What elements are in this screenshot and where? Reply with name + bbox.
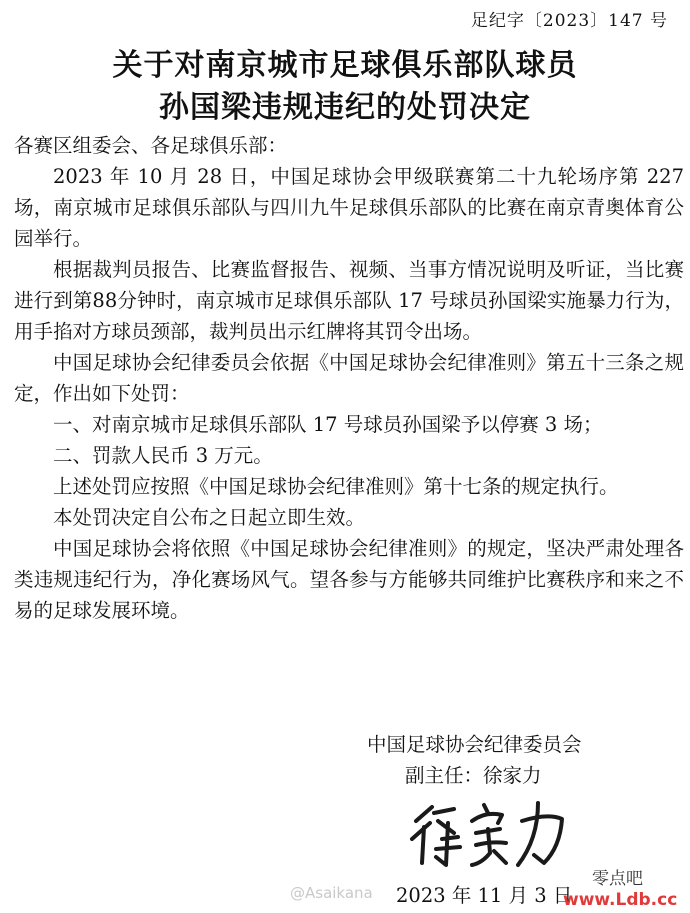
document-body: [14, 130, 684, 626]
paragraph-basis: 中国足球协会纪律委员会依据《中国足球协会纪律准则》第五十三条之规定，作出如下处罚：: [14, 351, 684, 405]
paragraph-match-info: 2023 年 10 月 28 日，中国足球协会甲级联赛第二十九轮场序第 227 场，南京城市足球俱乐部队与四川九牛足球俱乐部队的比赛在南京青奥体育公园举行。: [14, 165, 684, 250]
signer-organization: 中国足球协会纪律委员会: [367, 733, 582, 756]
document-number: 足纪字〔2023〕147 号: [470, 11, 668, 31]
document-title-line-1: 关于对南京城市足球俱乐部队球员: [112, 48, 578, 83]
paragraph-effective: 本处罚决定自公布之日起立即生效。: [53, 506, 366, 529]
paragraph-closing: 中国足球协会将依照《中国足球协会纪律准则》的规定，坚决严肃处理各类违规违纪行为，净化赛场风气。望各参与方能够共同维护比赛秩序和来之不易的足球发展环境。: [14, 537, 684, 622]
weibo-watermark: @Asaikana: [290, 884, 373, 902]
paragraph-incident: 根据裁判员报告、比赛监督报告、视频、当事方情况说明及听证，当比赛进行到第88分钟时，南京城市足球俱乐部队 17 号球员孙国梁实施暴力行为，用手掐对方球员颈部，裁判员出示红牌将其罚令出场。: [14, 258, 684, 343]
issue-date: 2023 年 11 月 3 日: [396, 884, 573, 907]
penalty-item-fine: 二、罚款人民币 3 万元。: [53, 444, 273, 467]
salutation: 各赛区组委会、各足球俱乐部：: [14, 134, 288, 157]
site-watermark-url: www.Ldb.cc: [563, 890, 678, 910]
paragraph-execution: 上述处罚应按照《中国足球协会纪律准则》第十七条的规定执行。: [53, 475, 619, 498]
document-title-line-2: 孙国梁违规违纪的处罚决定: [159, 90, 531, 125]
penalty-item-suspension: 一、对南京城市足球俱乐部队 17 号球员孙国梁予以停赛 3 场；: [53, 413, 603, 436]
vice-director: 副主任：徐家力: [405, 764, 542, 787]
site-watermark-cn: 零点吧: [592, 869, 643, 889]
handwritten-signature: [402, 793, 582, 873]
